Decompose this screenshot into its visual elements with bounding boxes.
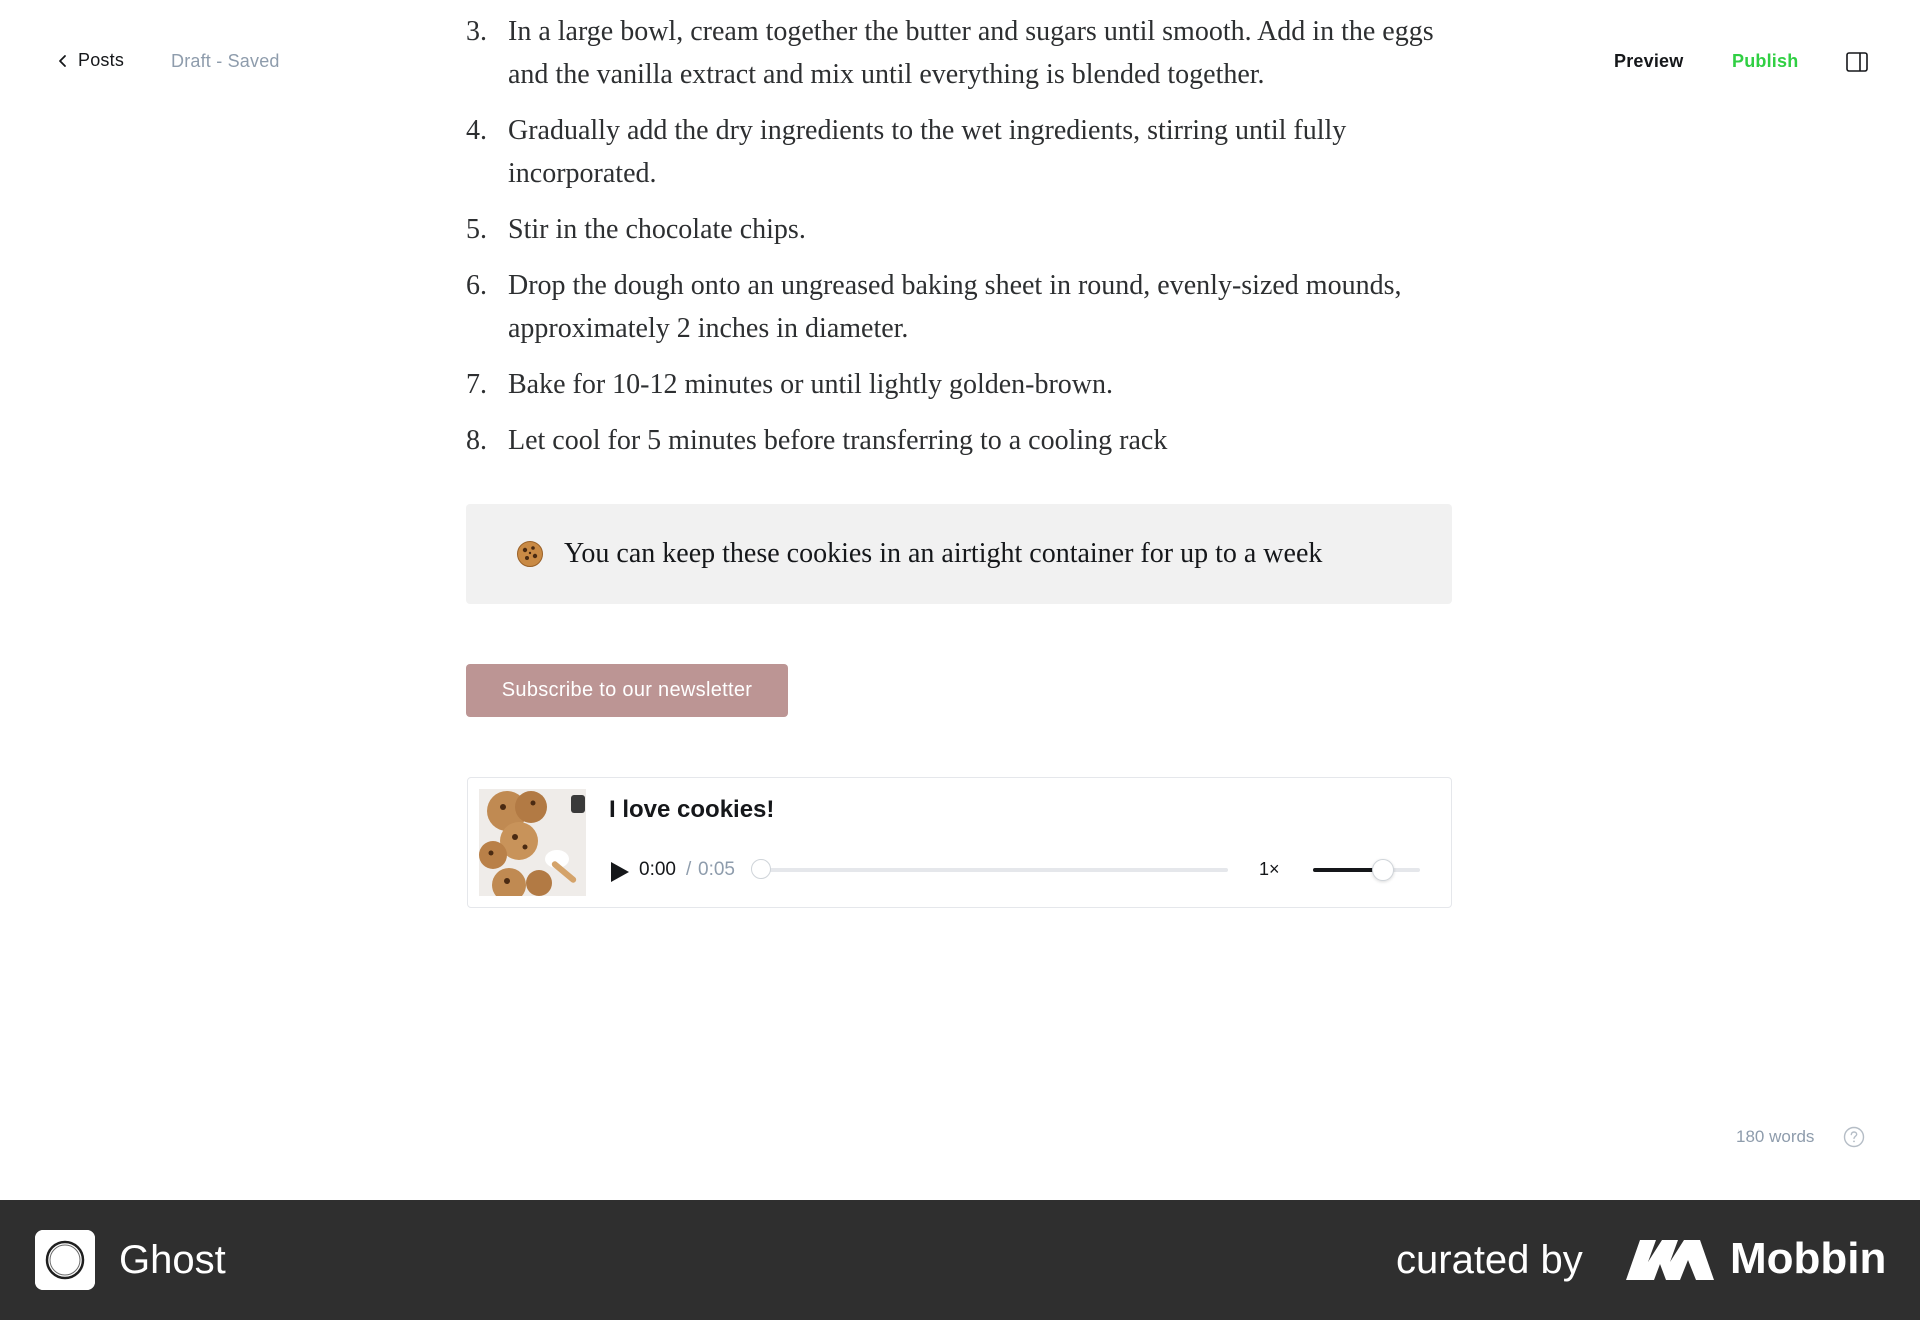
volume-handle[interactable] [1372, 859, 1394, 881]
chevron-left-icon [56, 54, 70, 68]
list-item-text: Bake for 10-12 minutes or until lightly golden-brown. [508, 369, 1114, 400]
list-item [466, 208, 1452, 251]
back-to-posts-link[interactable] [56, 50, 124, 71]
word-count: 180 words [1736, 1127, 1815, 1146]
list-item [466, 109, 1452, 195]
audio-player-card[interactable] [467, 777, 1452, 908]
audio-time-separator: / [686, 859, 692, 880]
audio-current-time: 0:00 [639, 859, 676, 880]
play-icon[interactable] [609, 860, 631, 884]
list-item-text: Stir in the chocolate chips. [508, 214, 806, 245]
audio-seek-handle[interactable] [751, 859, 771, 879]
callout-text: You can keep these cookies in an airtight container for up to a week [564, 538, 1323, 569]
list-item [466, 264, 1452, 350]
audio-total-time: 0:05 [698, 859, 735, 880]
attribution-footer [0, 1200, 1920, 1320]
list-item-number: 7. [466, 369, 487, 400]
list-item-text: In a large bowl, cream together the butter and sugars until smooth. Add in the eggs and the vanilla extract and mix until everything is blended together. [508, 16, 1434, 90]
audio-thumbnail-image [479, 789, 586, 896]
list-item-number: 5. [466, 214, 487, 245]
mobbin-logo-icon [1626, 1238, 1714, 1280]
list-item-number: 6. [466, 270, 487, 301]
list-item-number: 3. [466, 16, 487, 47]
audio-title: I love cookies! [609, 796, 775, 823]
preview-button[interactable]: Preview [1614, 51, 1684, 71]
sidebar-toggle-icon[interactable] [1846, 52, 1868, 72]
list-item [466, 10, 1452, 96]
list-item-text: Gradually add the dry ingredients to the wet ingredients, stirring until fully incorporated. [508, 115, 1347, 189]
list-item-text: Let cool for 5 minutes before transferring to a cooling rack [508, 425, 1168, 456]
cookie-emoji-icon [516, 540, 544, 568]
subscribe-newsletter-button[interactable]: Subscribe to our newsletter [466, 664, 788, 717]
curated-by-label: curated by [1396, 1238, 1583, 1282]
list-item [466, 363, 1452, 406]
draft-status: Draft - Saved [171, 51, 280, 71]
help-icon[interactable] [1843, 1126, 1865, 1148]
volume-slider[interactable] [1313, 868, 1420, 872]
app-name: Ghost [119, 1238, 226, 1282]
playback-speed-button[interactable]: 1× [1259, 859, 1280, 879]
back-label: Posts [78, 50, 125, 70]
ghost-app-icon [35, 1230, 95, 1290]
publish-button[interactable]: Publish [1732, 51, 1799, 71]
list-item [466, 419, 1452, 462]
list-item-number: 4. [466, 115, 487, 146]
brand-name: Mobbin [1730, 1234, 1887, 1283]
list-item-text: Drop the dough onto an ungreased baking sheet in round, evenly-sized mounds, approximately 2 inches in diameter. [508, 270, 1402, 344]
audio-seek-slider[interactable] [752, 868, 1228, 872]
recipe-steps-list [466, 10, 1452, 475]
list-item-number: 8. [466, 425, 487, 456]
callout-card[interactable] [466, 504, 1452, 604]
